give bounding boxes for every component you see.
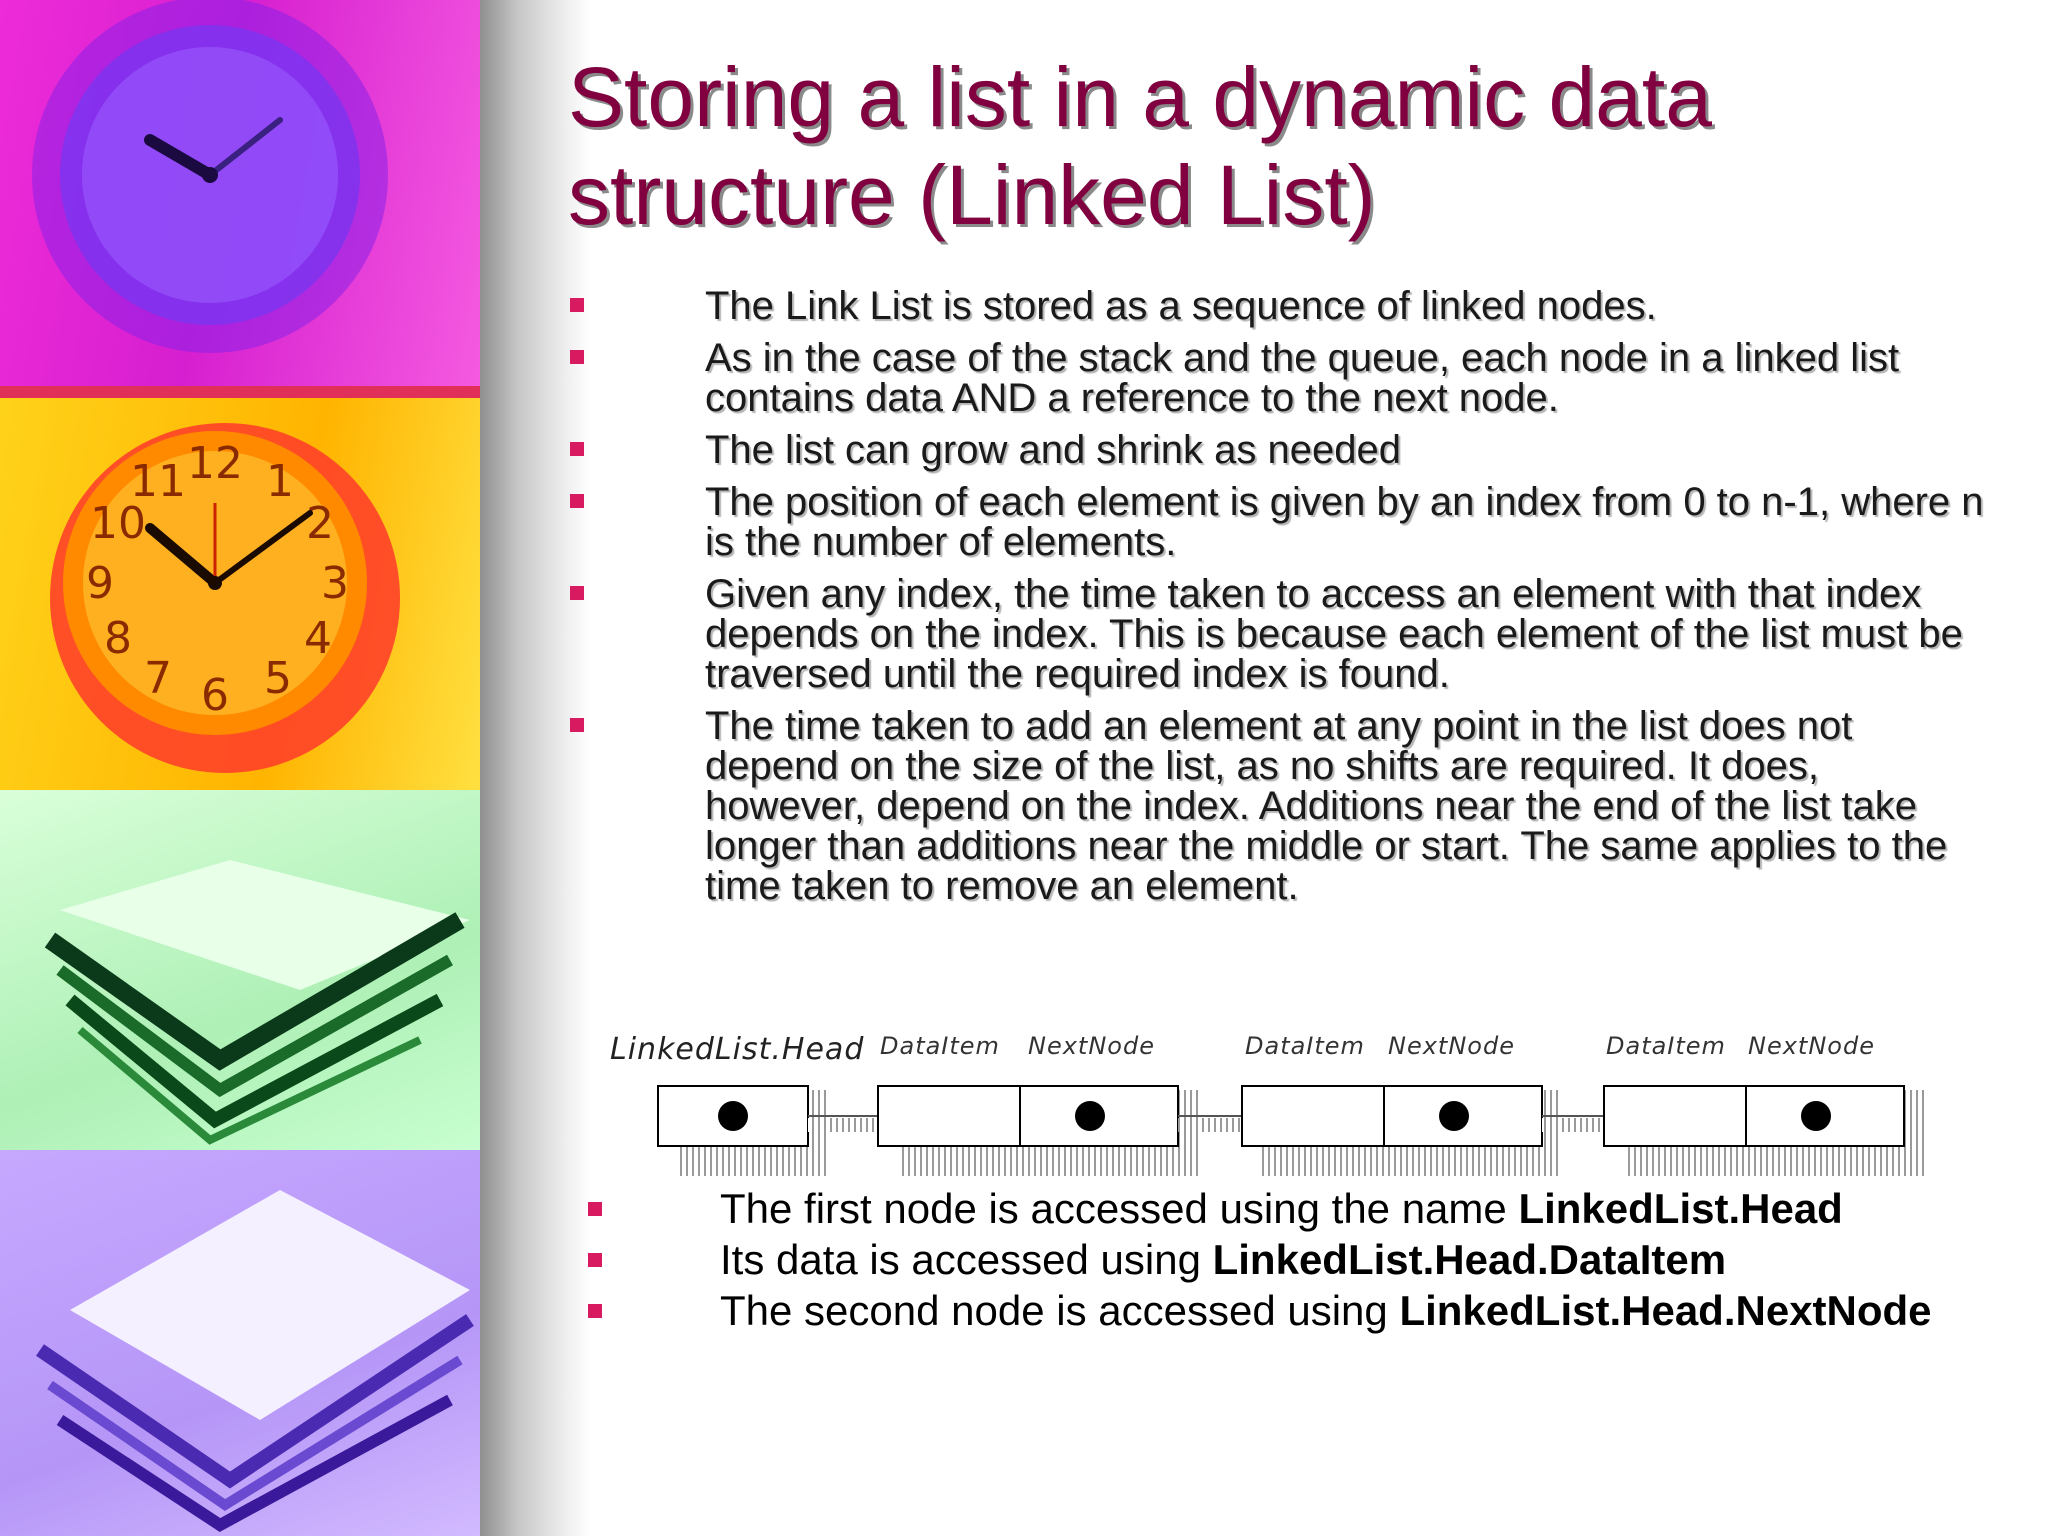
orange-clock-panel xyxy=(0,398,480,790)
bullet-square-icon xyxy=(570,494,584,508)
svg-text:12: 12 xyxy=(187,438,243,489)
bullet-square-icon xyxy=(570,586,584,600)
orange-clock-icon xyxy=(0,398,480,790)
pointer-dot-icon xyxy=(1801,1101,1831,1131)
purple-clock-panel xyxy=(0,0,480,398)
note-code: LinkedList.Head.NextNode xyxy=(1399,1287,1932,1334)
svg-text:3: 3 xyxy=(321,558,349,609)
node-box xyxy=(1604,1086,1904,1146)
decorative-image-strip xyxy=(0,0,480,1536)
bullet-text: The time taken to add an element at any point in the list does not depend on the size of the list, as no shifts are required. It does, however, depend on the index. Additions near the end of the list take longer than additions near the middle or start. The same applies to the time taken to remove an element. xyxy=(705,704,1948,908)
bullet-square-icon xyxy=(570,350,584,364)
bullet-square-icon xyxy=(588,1253,602,1267)
linked-list-diagram xyxy=(600,1020,1930,1180)
slide-title: Storing a list in a dynamic data structure (Linked List) xyxy=(568,50,1712,242)
note-code: LinkedList.Head xyxy=(1518,1185,1843,1232)
node-box xyxy=(878,1086,1178,1146)
head-label: LinkedList.Head xyxy=(610,1032,865,1067)
svg-text:6: 6 xyxy=(201,670,229,721)
pointer-dot-icon xyxy=(1439,1101,1469,1131)
bullet-text: As in the case of the stack and the queue, each node in a linked list contains data AND a reference to the next node. xyxy=(705,336,1900,420)
data-item-label: DataItem xyxy=(880,1032,1000,1060)
data-item-label: DataItem xyxy=(1245,1032,1365,1060)
svg-text:4: 4 xyxy=(304,613,332,664)
data-item-label: DataItem xyxy=(1606,1032,1726,1060)
note-item xyxy=(586,1287,2006,1334)
svg-text:8: 8 xyxy=(104,613,132,664)
bullet-item xyxy=(568,482,1988,562)
bullet-square-icon xyxy=(588,1202,602,1216)
note-item xyxy=(586,1236,2006,1283)
svg-text:2: 2 xyxy=(306,498,334,549)
note-text: The second node is accessed using xyxy=(720,1287,1400,1334)
next-node-label: NextNode xyxy=(1028,1032,1155,1060)
node-box xyxy=(1242,1086,1542,1146)
bullet-square-icon xyxy=(588,1304,602,1318)
note-text: The first node is accessed using the name xyxy=(720,1185,1519,1232)
purple-clock-icon xyxy=(0,0,480,398)
purple-paper-stack-icon xyxy=(0,1150,480,1536)
note-code: LinkedList.Head.DataItem xyxy=(1212,1236,1727,1283)
svg-text:9: 9 xyxy=(86,558,114,609)
notes-list xyxy=(586,1185,2006,1341)
next-node-label: NextNode xyxy=(1748,1032,1875,1060)
svg-text:5: 5 xyxy=(264,653,292,704)
bullet-item xyxy=(568,286,1988,326)
bullet-square-icon xyxy=(570,442,584,456)
panel-divider xyxy=(0,386,480,398)
bullet-text: The position of each element is given by an index from 0 to n-1, where n is the number of elements. xyxy=(705,480,1984,564)
svg-text:1: 1 xyxy=(266,456,294,507)
bullet-item xyxy=(568,430,1988,470)
svg-text:7: 7 xyxy=(144,653,172,704)
pointer-dot-icon xyxy=(718,1101,748,1131)
svg-text:10: 10 xyxy=(90,498,146,549)
svg-text:11: 11 xyxy=(130,456,186,507)
bullet-item xyxy=(568,574,1988,694)
bullet-item xyxy=(568,338,1988,418)
bullet-square-icon xyxy=(570,718,584,732)
bullet-text: The Link List is stored as a sequence of linked nodes. xyxy=(705,284,1657,328)
pointer-dot-icon xyxy=(1075,1101,1105,1131)
note-item xyxy=(586,1185,2006,1232)
green-paper-stack-icon xyxy=(0,790,480,1150)
bullet-list xyxy=(568,286,1988,918)
bullet-item xyxy=(568,706,1988,906)
purple-papers-panel xyxy=(0,1150,480,1536)
bullet-text: Given any index, the time taken to access an element with that index depends on the index. This is because each element of the list must be traversed until the required index is found. xyxy=(705,572,1963,696)
note-text: Its data is accessed using xyxy=(720,1236,1213,1283)
bullet-text: The list can grow and shrink as needed xyxy=(705,428,1401,472)
bullet-square-icon xyxy=(570,298,584,312)
next-node-label: NextNode xyxy=(1388,1032,1515,1060)
green-papers-panel xyxy=(0,790,480,1150)
